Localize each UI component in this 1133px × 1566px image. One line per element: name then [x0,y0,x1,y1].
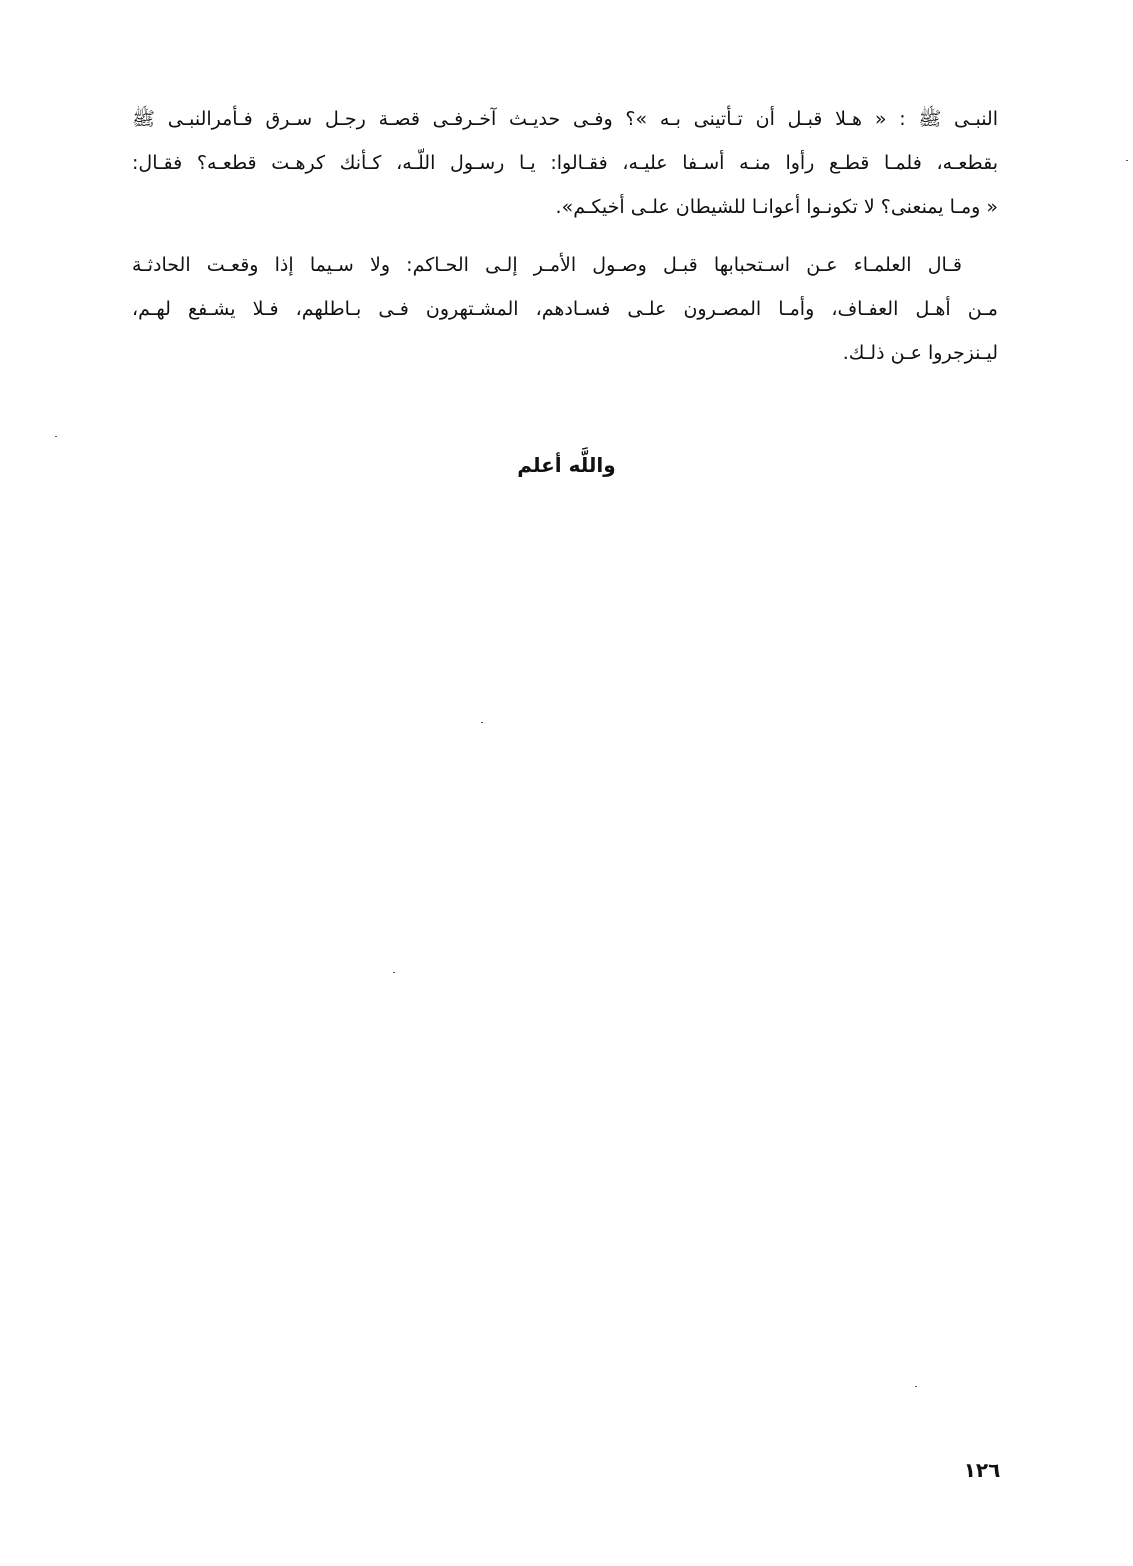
paragraph-1-line-3: « ومـا يمنعنى؟ لا تكونـوا أعوانـا للشيطان علـى أخيكـم». [555,196,998,218]
paragraph-2 [132,243,998,375]
scan-speck [481,722,483,723]
closing-phrase: واللَّه أعلم [517,453,616,477]
paragraph-1 [132,97,998,229]
scan-speck [55,436,57,437]
paragraph-2-line-1: قـال العلمـاء عـن اسـتحبابها قبـل وصـول الأمـر إلـى الحـاكم: ولا سـيما إذا وقعـت الحادثـة [132,254,962,276]
page-number: ١٢٦ [963,1458,1001,1482]
paragraph-1-line-2: بقطعـه، فلمـا قطـع رأوا منـه أسـفا عليـه، فقـالوا: يـا رسـول اللّـه، كـأنك كرهـت قطعـه؟ فقـال: [132,152,998,174]
scan-speck [1126,160,1128,161]
paragraph-2-line-3: ليـنزجروا عـن ذلـك. [842,342,998,364]
scan-speck [393,972,395,973]
scan-speck [915,1386,917,1387]
paragraph-2-line-2: مـن أهـل العفـاف، وأمـا المصـرون علـى فسـادهم، المشـتهرون فـى بـاطلهم، فـلا يشـفع لهـم، [132,298,998,320]
paragraph-1-line-1: النبـى ﷺ : « هـلا قبـل أن تـأتينى بـه »؟ وفـى حديـث آخـرفـى قصـة رجـل سـرق فـأمرالنبـى ﷺ [132,108,998,130]
